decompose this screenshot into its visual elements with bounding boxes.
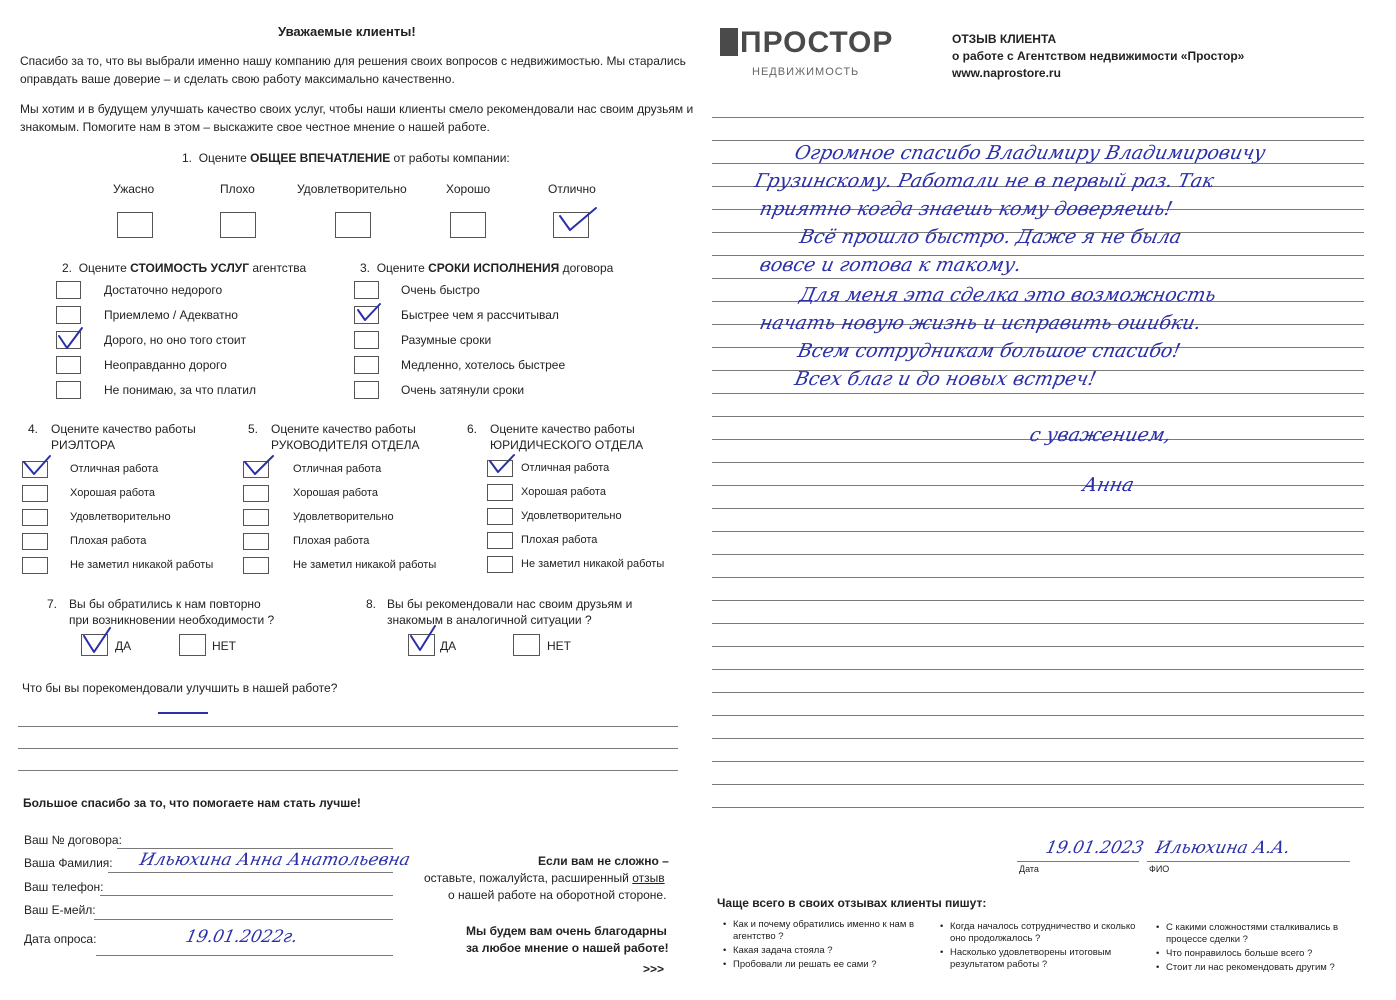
q3-checkbox-3[interactable]: [354, 331, 379, 349]
q1-checkbox-good[interactable]: [450, 212, 486, 238]
q4-checkbox-5[interactable]: [22, 557, 48, 574]
review-line-9: Всех благ и до новых встреч!: [792, 368, 1099, 390]
checkmark-icon: [56, 326, 100, 356]
thanks-text: Большое спасибо за то, что помогаете нам стать лучше!: [23, 796, 361, 810]
q3-title: [360, 261, 613, 275]
q2-option-1: Достаточно недорого: [104, 283, 223, 297]
ruled-line: [712, 600, 1364, 601]
q3-checkbox-5[interactable]: [354, 381, 379, 399]
q7-checkbox-no[interactable]: [179, 634, 206, 656]
q5-option-2: Хорошая работа: [293, 487, 378, 499]
review-title: ОТЗЫВ КЛИЕНТА: [952, 32, 1057, 46]
q7-no-label: НЕТ: [212, 639, 236, 653]
q2-number: 2.: [62, 261, 73, 275]
hint-3-1: • С какими сложностями сталкивались в: [1166, 922, 1338, 933]
hint-1-1b: агентство ?: [733, 931, 784, 942]
answer-line-1[interactable]: [18, 726, 678, 727]
hint-2-1: • Когда началось сотрудничество и сколько: [950, 921, 1135, 932]
ruled-line: [712, 784, 1364, 785]
ruled-line: [712, 416, 1364, 417]
review-line-6: Для меня эта сделка это возможность: [797, 284, 1219, 306]
q3-checkbox-1[interactable]: [354, 281, 379, 299]
q5-checkbox-3[interactable]: [243, 509, 269, 526]
q2-option-5: Не понимаю, за что платил: [104, 383, 257, 397]
ruled-line: [712, 669, 1364, 670]
date-value: 19.01.2022г.: [183, 927, 300, 947]
ruled-line: [712, 462, 1364, 463]
ruled-line: [712, 508, 1364, 509]
q2-bold: СТОИМОСТЬ УСЛУГ: [130, 261, 250, 275]
q1-label-good: Хорошо: [446, 182, 491, 196]
hint-1-3: • Пробовали ли решать ее сами ?: [733, 959, 877, 970]
email-label: Ваш Е-мейл:: [24, 903, 96, 917]
q2-option-2: Приемлемо / Адекватно: [104, 308, 238, 322]
logo-main: ПРОСТОР: [740, 26, 894, 59]
q2-option-3: Дорого, но оно того стоит: [104, 333, 247, 347]
ruled-line: [712, 807, 1364, 808]
review-line-7: начать новую жизнь и исправить ошибки.: [757, 312, 1204, 334]
hint-1-2: • Какая задача стояла ?: [733, 945, 833, 956]
date-caption: Дата: [1019, 864, 1039, 874]
q1-pre: Оцените: [198, 151, 251, 165]
q6-number: 6.: [467, 422, 478, 436]
q6-option-3: Удовлетворительно: [521, 510, 622, 522]
q3-option-1: Очень быстро: [401, 283, 480, 297]
checkmark-icon: [243, 456, 287, 486]
note-line1-text: оставьте, пожалуйста, расширенный: [424, 871, 629, 885]
q6-option-5: Не заметил никакой работы: [521, 558, 665, 570]
ruled-line: [712, 646, 1364, 647]
q6-option-4: Плохая работа: [521, 534, 598, 546]
surname-value: Ильюхина Анна Анатольевна: [137, 850, 413, 870]
q1-checkbox-terrible[interactable]: [117, 212, 153, 238]
q1-title: [182, 151, 510, 165]
hint-3-3: • Стоит ли нас рекомендовать другим ?: [1166, 962, 1335, 973]
checkmark-icon: [556, 204, 600, 234]
q2-checkbox-1[interactable]: [56, 281, 81, 299]
q6-checkbox-4[interactable]: [487, 532, 513, 549]
q4-checkbox-4[interactable]: [22, 533, 48, 550]
q5-title-line2: РУКОВОДИТЕЛЯ ОТДЕЛА: [271, 438, 420, 452]
answer-line-3[interactable]: [18, 770, 678, 771]
ruled-line: [712, 140, 1364, 141]
ruled-line: [712, 485, 1364, 486]
q6-checkbox-2[interactable]: [487, 484, 513, 501]
date-label: Дата опроса:: [24, 932, 97, 946]
checkmark-icon: [22, 456, 66, 486]
q6-checkbox-5[interactable]: [487, 556, 513, 573]
surname-field[interactable]: [108, 872, 393, 873]
q2-option-4: Неоправданно дорого: [104, 358, 227, 372]
hint-2-1b: оно продолжалось ?: [950, 933, 1041, 944]
q2-checkbox-2[interactable]: [56, 306, 81, 324]
q4-checkbox-3[interactable]: [22, 509, 48, 526]
q5-title-line1: Оцените качество работы: [271, 422, 416, 436]
ruled-line: [712, 531, 1364, 532]
q6-title-line1: Оцените качество работы: [490, 422, 635, 436]
hint-2-2: • Насколько удовлетворены итоговым: [950, 947, 1111, 958]
ruled-line: [712, 623, 1364, 624]
q1-label-satisfactory: Удовлетворительно: [297, 182, 407, 196]
intro-text-2b: знакомым. Помогите нам в этом – выскажите свое честное мнение о нашей работе.: [20, 120, 490, 134]
q1-bold: ОБЩЕЕ ВПЕЧАТЛЕНИЕ: [250, 151, 391, 165]
improve-question: Что бы вы порекомендовали улучшить в нашей работе?: [22, 681, 338, 695]
q2-checkbox-4[interactable]: [56, 356, 81, 374]
review-line-2: Грузинскому. Работали не в первый раз. Так: [752, 170, 1216, 192]
review-signature-name: Анна: [1080, 474, 1137, 496]
signed-date: 19.01.2023: [1043, 838, 1146, 858]
intro-text-1b: оправдать ваше доверие – и сделать свою работу максимально качественно.: [20, 72, 455, 86]
q4-option-4: Плохая работа: [70, 535, 147, 547]
q2-pre: Оцените: [78, 261, 131, 275]
ruled-line: [712, 577, 1364, 578]
q1-label-bad: Плохо: [220, 182, 255, 196]
q3-pre: Оцените: [376, 261, 429, 275]
q4-number: 4.: [28, 422, 39, 436]
note-title: Если вам не сложно –: [538, 854, 669, 868]
phone-field[interactable]: [100, 895, 393, 896]
checkmark-icon: [356, 302, 400, 332]
q6-title-line2: ЮРИДИЧЕСКОГО ОТДЕЛА: [490, 438, 644, 452]
review-line-4: Всё прошло быстро. Даже я не была: [797, 226, 1184, 248]
review-line-8: Всем сотрудникам большое спасибо!: [795, 340, 1183, 362]
intro-text-1a: Спасибо за то, что вы выбрали именно нашу компанию для решения своих вопросов с недвижимостью. Мы старались: [20, 54, 686, 68]
ruled-line: [712, 117, 1364, 118]
grateful-line1: Мы будем вам очень благодарны: [466, 924, 667, 938]
q5-option-4: Плохая работа: [293, 535, 370, 547]
surname-label: Ваша Фамилия:: [24, 856, 113, 870]
review-link[interactable]: отзыв: [632, 871, 665, 885]
date-field[interactable]: [96, 955, 393, 956]
q4-option-2: Хорошая работа: [70, 487, 155, 499]
q7-yes-label: ДА: [115, 639, 132, 653]
q8-yes-label: ДА: [440, 639, 457, 653]
q3-checkbox-4[interactable]: [354, 356, 379, 374]
answer-line-2[interactable]: [18, 748, 678, 749]
contract-label: Ваш № договора:: [24, 833, 122, 847]
hint-1-1: • Как и почему обратились именно к нам в: [733, 919, 914, 930]
q8-no-label: НЕТ: [547, 639, 571, 653]
q3-post: договора: [559, 261, 614, 275]
logo-sub: НЕДВИЖИМОСТЬ: [752, 66, 860, 78]
q1-checkbox-bad[interactable]: [220, 212, 256, 238]
date-line[interactable]: [1017, 861, 1139, 862]
q6-option-2: Хорошая работа: [521, 486, 606, 498]
q3-bold: СРОКИ ИСПОЛНЕНИЯ: [428, 261, 560, 275]
ruled-line: [712, 554, 1364, 555]
q8-number: 8.: [366, 597, 377, 611]
q6-option-1: Отличная работа: [521, 462, 610, 474]
q1-checkbox-satisfactory[interactable]: [335, 212, 371, 238]
q8-title-line1: Вы бы рекомендовали нас своим друзьям и: [387, 597, 633, 611]
email-field[interactable]: [94, 919, 393, 920]
q7-title-line2: при возникновении необходимости ?: [69, 613, 275, 627]
hints-title: Чаще всего в своих отзывах клиенты пишут:: [717, 896, 987, 910]
q2-post: агентства: [249, 261, 307, 275]
q1-number: 1.: [182, 151, 193, 165]
q4-option-1: Отличная работа: [70, 463, 159, 475]
ruled-line: [712, 715, 1364, 716]
review-line-1: Огромное спасибо Владимиру Владимировичу: [792, 142, 1268, 164]
note-line1: [424, 871, 665, 885]
q3-option-4: Медленно, хотелось быстрее: [401, 358, 566, 372]
phone-label: Ваш телефон:: [24, 880, 104, 894]
q3-option-3: Разумные сроки: [401, 333, 492, 347]
q8-checkbox-no[interactable]: [513, 634, 540, 656]
q7-number: 7.: [47, 597, 58, 611]
q5-checkbox-4[interactable]: [243, 533, 269, 550]
note-line2: о нашей работе на оборотной стороне.: [448, 888, 667, 902]
q5-checkbox-2[interactable]: [243, 485, 269, 502]
q2-checkbox-5[interactable]: [56, 381, 81, 399]
q5-checkbox-5[interactable]: [243, 557, 269, 574]
pen-dash: [158, 712, 208, 714]
review-subtitle: о работе с Агентством недвижимости «Простор»: [952, 49, 1245, 63]
q1-label-excellent: Отлично: [548, 182, 596, 196]
review-regards: с уважением,: [1027, 424, 1174, 446]
q5-number: 5.: [248, 422, 259, 436]
contract-field[interactable]: [117, 848, 393, 849]
fio-caption: ФИО: [1149, 864, 1170, 874]
hint-3-2: • Что понравилось больше всего ?: [1166, 948, 1312, 959]
q7-title-line1: Вы бы обратились к нам повторно: [69, 597, 261, 611]
grateful-line2: за любое мнение о нашей работе!: [466, 941, 669, 955]
q6-checkbox-3[interactable]: [487, 508, 513, 525]
ruled-line: [712, 738, 1364, 739]
ruled-line: [712, 393, 1364, 394]
site-link[interactable]: www.naprostore.ru: [952, 66, 1061, 80]
q2-title: [62, 261, 306, 275]
review-line-5: вовсе и готова к такому.: [757, 254, 1024, 276]
q3-option-2: Быстрее чем я рассчитывал: [401, 308, 559, 322]
q4-title-line1: Оцените качество работы: [51, 422, 196, 436]
review-line-3: приятно когда знаешь кому доверяешь!: [757, 198, 1175, 220]
hint-2-2b: результатом работы ?: [950, 959, 1048, 970]
q1-post: от работы компании:: [390, 151, 510, 165]
q4-option-5: Не заметил никакой работы: [70, 559, 214, 571]
q1-label-terrible: Ужасно: [113, 182, 155, 196]
q5-option-3: Удовлетворительно: [293, 511, 394, 523]
greeting-title: Уважаемые клиенты!: [278, 24, 416, 39]
ruled-line: [712, 761, 1364, 762]
hint-3-1b: процессе сделки ?: [1166, 934, 1248, 945]
logo-mark: [720, 28, 738, 56]
signed-fio: Ильюхина А.А.: [1153, 838, 1292, 858]
ruled-line: [712, 692, 1364, 693]
q5-option-1: Отличная работа: [293, 463, 382, 475]
next-page-arrows[interactable]: >>>: [643, 962, 665, 976]
q4-checkbox-2[interactable]: [22, 485, 48, 502]
q5-option-5: Не заметил никакой работы: [293, 559, 437, 571]
q4-option-3: Удовлетворительно: [70, 511, 171, 523]
q3-option-5: Очень затянули сроки: [401, 383, 525, 397]
intro-text-2a: Мы хотим и в будущем улучшать качество своих услуг, чтобы наши клиенты смело рекомендовали нас своим друзьям и: [20, 102, 694, 116]
q8-title-line2: знакомым в аналогичной ситуации ?: [387, 613, 592, 627]
q4-title-line2: РИЭЛТОРА: [51, 438, 116, 452]
fio-line[interactable]: [1147, 861, 1350, 862]
q3-number: 3.: [360, 261, 371, 275]
ruled-line: [712, 278, 1364, 279]
